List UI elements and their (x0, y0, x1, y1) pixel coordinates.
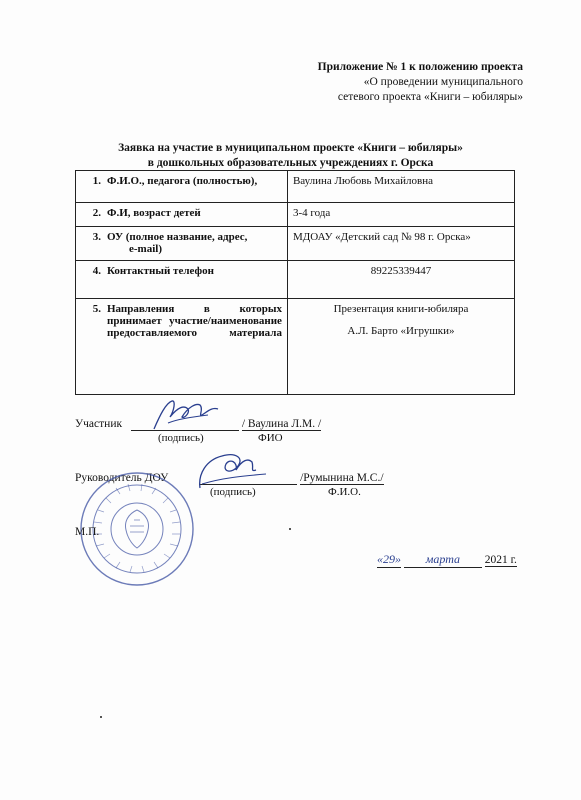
question-text: Ф.И, возраст детей (107, 207, 201, 219)
document-title (0, 141, 581, 171)
table-row (76, 203, 515, 227)
participant-label: Участник (75, 418, 123, 430)
question-cell (76, 203, 288, 227)
answer-cell (287, 299, 514, 395)
appendix-header (318, 60, 523, 105)
table-row (76, 299, 515, 395)
table-row (76, 261, 515, 299)
answer-cell: Ваулина Любовь Михайловна (287, 171, 514, 203)
answer-line-1: Презентация книги-юбиляра (333, 303, 469, 315)
answer-cell: МДОАУ «Детский сад № 98 г. Орска» (287, 227, 514, 261)
title-line-2: в дошкольных образовательных учреждениях г. Орска (147, 157, 434, 169)
answer-cell: 3-4 года (287, 203, 514, 227)
scan-speck (289, 528, 291, 530)
question-text: Ф.И.О., педагога (полностью), (107, 175, 258, 187)
title-line-1: Заявка на участие в муниципальном проекте «Книги – юбиляры» (118, 142, 463, 154)
table-row (76, 227, 515, 261)
date-year: 2021 г. (484, 554, 517, 566)
head-sign-caption: (подпись) (210, 486, 256, 498)
scan-speck (100, 716, 102, 718)
appendix-line-1: Приложение № 1 к положению проекта (317, 61, 523, 73)
head-name-caption: Ф.И.О. (328, 486, 361, 498)
head-label: Руководитель ДОУ (75, 472, 169, 484)
appendix-line-2: «О проведении муниципального (363, 76, 523, 88)
participant-name-caption: ФИО (258, 432, 283, 444)
table-row (76, 171, 515, 203)
question-text: Контактный телефон (107, 265, 214, 277)
head-name: /Румынина М.С./ (300, 472, 384, 484)
question-cell (76, 227, 288, 261)
participant-sign-caption: (подпись) (158, 432, 204, 444)
row-number: 5. (92, 303, 101, 315)
date-row (377, 552, 517, 568)
row-number: 3. (92, 231, 101, 243)
row-number: 2. (92, 207, 101, 219)
participant-name: / Ваулина Л.М. / (241, 418, 322, 430)
head-signature-icon (192, 448, 272, 494)
application-table (75, 170, 515, 395)
question-cell (76, 171, 288, 203)
date-day: «29» (377, 552, 401, 566)
answer-line-2: А.Л. Барто «Игрушки» (347, 325, 455, 337)
question-text-cont: e-mail) (129, 243, 162, 255)
question-cell (76, 299, 288, 395)
appendix-line-3: сетевого проекта «Книги – юбиляры» (337, 91, 523, 103)
participant-signature-icon (148, 395, 228, 435)
row-number: 1. (92, 175, 101, 187)
seal-mark: М.П. (75, 526, 100, 538)
question-text: ОУ (полное название, адрес, (107, 231, 248, 243)
question-cell (76, 261, 288, 299)
question-text: Направления в которых принимает участие/наименование предоставляемого материала (107, 303, 282, 339)
date-month: марта (404, 552, 482, 568)
answer-cell: 89225339447 (287, 261, 514, 299)
row-number: 4. (92, 265, 101, 277)
